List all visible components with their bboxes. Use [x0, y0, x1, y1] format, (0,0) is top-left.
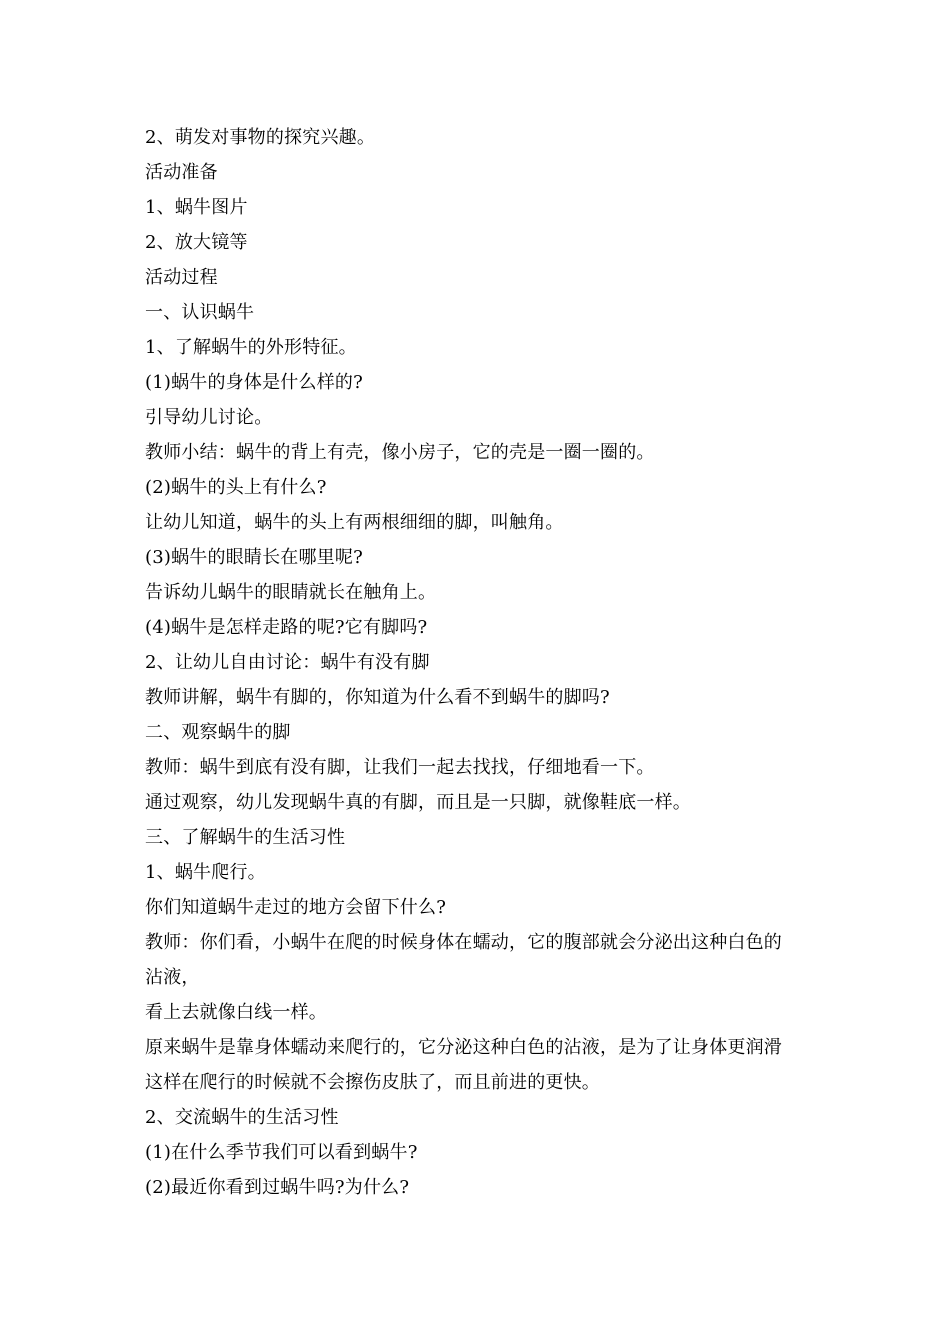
text-line: 1、了解蜗牛的外形特征。	[145, 337, 357, 358]
text-line: 2、交流蜗牛的生活习性	[145, 1107, 339, 1128]
section-heading: 一、认识蜗牛	[145, 302, 255, 323]
text-line: 通过观察，幼儿发现蜗牛真的有脚，而且是一只脚，就像鞋底一样。	[145, 792, 691, 813]
text-line: 教师：蜗牛到底有没有脚，让我们一起去找找，仔细地看一下。	[145, 757, 655, 778]
text-line: (3)蜗牛的眼睛长在哪里呢?	[145, 547, 363, 568]
text-line: 引导幼儿讨论。	[145, 407, 273, 428]
text-line: 1、蜗牛爬行。	[145, 862, 266, 883]
section-heading: 二、观察蜗牛的脚	[145, 722, 291, 743]
text-line: 你们知道蜗牛走过的地方会留下什么?	[145, 897, 447, 918]
text-line: 2、放大镜等	[145, 232, 248, 253]
text-line: 这样在爬行的时候就不会擦伤皮肤了，而且前进的更快。	[145, 1072, 600, 1093]
document-body	[145, 120, 815, 1205]
text-line: 教师：你们看，小蜗牛在爬的时候身体在蠕动，它的腹部就会分泌出这种白色的	[145, 932, 782, 953]
section-heading: 三、了解蜗牛的生活习性	[145, 827, 346, 848]
text-line: (1)在什么季节我们可以看到蜗牛?	[145, 1142, 418, 1163]
section-heading: 活动过程	[145, 267, 218, 288]
text-line: 1、蜗牛图片	[145, 197, 248, 218]
text-line: 看上去就像白线一样。	[145, 1002, 327, 1023]
text-line: 沾液，	[145, 967, 200, 988]
text-line: (2)最近你看到过蜗牛吗?为什么?	[145, 1177, 410, 1198]
text-line: 教师小结：蜗牛的背上有壳，像小房子，它的壳是一圈一圈的。	[145, 442, 655, 463]
text-line: 2、让幼儿自由讨论：蜗牛有没有脚	[145, 652, 430, 673]
text-line: 教师讲解，蜗牛有脚的，你知道为什么看不到蜗牛的脚吗?	[145, 687, 610, 708]
text-line: 让幼儿知道，蜗牛的头上有两根细细的脚，叫触角。	[145, 512, 564, 533]
text-line: (4)蜗牛是怎样走路的呢?它有脚吗?	[145, 617, 428, 638]
text-line: 原来蜗牛是靠身体蠕动来爬行的，它分泌这种白色的沾液，是为了让身体更润滑	[145, 1037, 782, 1058]
section-heading: 活动准备	[145, 162, 218, 183]
text-line: 2、萌发对事物的探究兴趣。	[145, 127, 376, 148]
text-line: (1)蜗牛的身体是什么样的?	[145, 372, 363, 393]
text-line: 告诉幼儿蜗牛的眼睛就长在触角上。	[145, 582, 437, 603]
text-line: (2)蜗牛的头上有什么?	[145, 477, 327, 498]
